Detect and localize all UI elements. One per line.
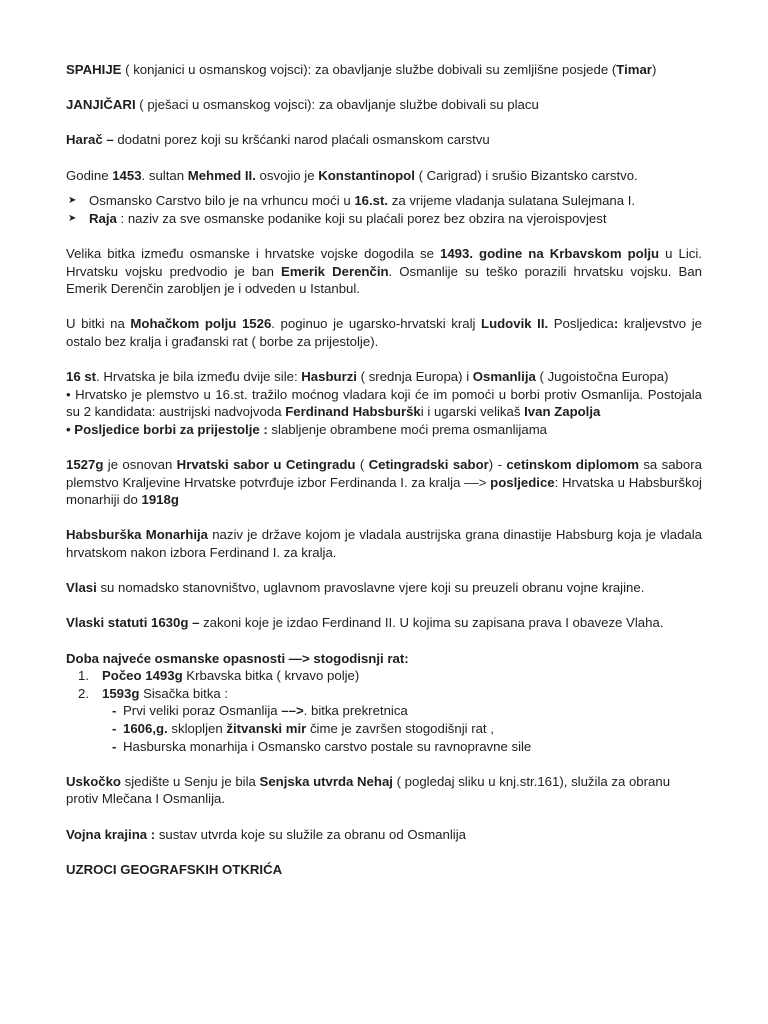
list-item xyxy=(66,210,702,228)
list-number: 1. xyxy=(78,668,89,684)
paragraph-plemstvo xyxy=(66,386,702,421)
paragraph-16st xyxy=(66,368,702,386)
document-body xyxy=(66,61,702,878)
spacer xyxy=(66,351,702,369)
bold-text: Senjska utvrda Nehaj xyxy=(259,773,393,789)
bold-text: Emerik Derenčin xyxy=(281,263,389,279)
text: slabljenje obrambene moći prema osmanlijama xyxy=(267,421,548,437)
bold-text: Konstantinopol xyxy=(318,167,415,183)
text: je osnovan xyxy=(103,457,177,473)
bold-text: Hasburzi xyxy=(301,369,357,385)
bold-text: ––> xyxy=(281,703,304,719)
term-janjicari: JANJIČARI xyxy=(66,97,136,113)
list-item xyxy=(66,667,702,685)
list-item xyxy=(66,738,702,756)
spacer xyxy=(66,114,702,132)
spacer xyxy=(66,438,702,456)
bold-text: : xyxy=(613,316,619,332)
text: naziv je države kojom je vladala austrijska grana dinastije Habsburg koja je vladala hrvatskom nakon izbora Ferdinand I. za kralja. xyxy=(66,527,703,561)
text: sustav utvrda koje su služile za obranu od Osmanlija xyxy=(155,826,466,842)
paragraph-1453 xyxy=(66,167,702,185)
paragraph-stogodisnji-rat xyxy=(66,650,702,668)
bold-text: 1918g xyxy=(141,492,179,508)
text: • Hrvatsko je plemstvo u 16.st. tražilo moćnog vladara koji će im pomoći u borbi protiv Osmanlija. Postojala su 2 kandidata: austrijski nadvojvoda xyxy=(66,386,702,420)
text: ( konjanici u osmanskog vojsci): za obavljanje službe dobivali su zemljišne posjede ( xyxy=(121,62,617,77)
spacer xyxy=(66,843,702,861)
paragraph-vlaski-statuti xyxy=(66,614,702,632)
bold-text: 1606,g. xyxy=(123,720,168,736)
text: čime je završen stogodišnji rat , xyxy=(306,720,494,736)
text: Prvi veliki poraz Osmanlija xyxy=(123,703,282,719)
dash-bullet-icon: - xyxy=(112,703,117,719)
spacer xyxy=(66,79,702,97)
section-heading xyxy=(66,861,702,879)
spacer xyxy=(66,755,702,773)
text: ( pogledaj sliku u knj.str.161), služila za obranu protiv Mlečana I Osmanlija. xyxy=(66,773,671,807)
text: . bitka prekretnica xyxy=(303,703,408,719)
text: ) - xyxy=(488,457,507,473)
list-item xyxy=(66,685,702,703)
term-harac: Harač – xyxy=(66,132,114,148)
text: Krbavska bitka ( krvavo polje) xyxy=(182,668,360,684)
text: ) xyxy=(651,62,657,77)
bold-text: Raja xyxy=(89,210,117,226)
paragraph-harac xyxy=(66,131,702,149)
text: su nomadsko stanovništvo, uglavnom pravoslavne vjere koji su preuzeli obranu vojne krajine. xyxy=(96,580,645,596)
bold-text: 1593g xyxy=(102,685,140,701)
text: : Hrvatska u Habsburškoj monarhiji do xyxy=(66,474,702,508)
bold-text: 1493. godine na Krbavskom polju xyxy=(440,245,660,261)
spacer xyxy=(66,227,702,245)
text: U bitki na xyxy=(66,316,131,332)
list-item xyxy=(66,192,702,210)
paragraph-mohac xyxy=(66,315,702,350)
list-number: 2. xyxy=(78,685,89,701)
bold-text: Hrvatski sabor u Cetingradu xyxy=(176,457,356,473)
text: : naziv za sve osmanske podanike koji su plaćali porez bez obzira na vjeroispovjest xyxy=(116,210,607,226)
spacer xyxy=(66,509,702,527)
text: u Lici. Hrvatsku vojsku predvodio je ban xyxy=(66,245,702,279)
text: . sultan xyxy=(141,167,188,183)
dash-list xyxy=(66,702,702,755)
bold-text: žitvanski mir xyxy=(226,720,307,736)
bold-text: Mohačkom polju 1526 xyxy=(130,316,272,332)
paragraph-krbava xyxy=(66,245,702,298)
arrow-bullet-icon: ➤ xyxy=(68,195,77,207)
text: Sisačka bitka : xyxy=(139,685,229,701)
text: . poginuo je ugarsko-hrvatski kralj xyxy=(271,316,482,332)
bold-text: Ferdinand Habsburšk xyxy=(285,404,421,420)
bold-text: Vojna krajina : xyxy=(66,826,156,842)
paragraph-janjicari xyxy=(66,96,702,114)
bold-text: • Posljedice borbi za prijestolje : xyxy=(66,421,268,437)
text: za vrijeme vladanja sulatana Sulejmana I. xyxy=(388,193,636,209)
text: Osmansko Carstvo bilo je na vrhuncu moći u xyxy=(89,193,355,209)
paragraph-posljedice xyxy=(66,421,702,439)
numbered-list xyxy=(66,667,702,702)
spacer xyxy=(66,149,702,167)
arrow-bullet-icon: ➤ xyxy=(68,212,77,224)
text: dodatni porez koji su kršćanki narod plaćali osmanskom carstvu xyxy=(113,132,490,148)
paragraph-uskoci xyxy=(66,773,702,808)
text: . Osmanlije su teško porazili hrvatsku vojsku. Ban Emerik Derenčin zarobljen je i odveden u Istanbul. xyxy=(66,263,703,297)
bold-text: Habsburška Monarhija xyxy=(66,527,208,543)
bold-text: Uskočko xyxy=(66,773,121,789)
bold-text: UZROCI GEOGRAFSKIH OTKRIĆA xyxy=(66,861,283,877)
paragraph-1527 xyxy=(66,456,702,509)
bold-text: Ivan Zapolja xyxy=(524,404,601,420)
bold-text: 16.st. xyxy=(354,193,389,209)
text: . Hrvatska je bila između dvije sile: xyxy=(96,369,302,385)
bold-text: Počeo 1493g xyxy=(102,668,183,684)
bold-text: Mehmed II. xyxy=(187,167,256,183)
dash-bullet-icon: - xyxy=(112,738,117,754)
text: i i ugarski velikaš xyxy=(420,404,525,420)
text: ( pješaci u osmanskog vojsci): za obavljanje službe dobivali su placu xyxy=(135,97,539,113)
bold-text: Vlaski statuti 1630g – xyxy=(66,615,200,631)
bold-text: 1527g xyxy=(66,457,104,473)
bold-text: posljedice xyxy=(490,474,555,490)
paragraph-vojna-krajina xyxy=(66,826,702,844)
text: Velika bitka između osmanske i hrvatske vojske dogodila se xyxy=(66,245,440,261)
bold-text: 1453 xyxy=(112,167,142,183)
spacer xyxy=(66,184,702,192)
spacer xyxy=(66,597,702,615)
bold-text: cetinskom diplomom xyxy=(506,457,639,473)
list-item xyxy=(66,702,702,720)
paragraph-spahije xyxy=(66,61,702,79)
term-spahije: SPAHIJE xyxy=(66,62,122,77)
spacer xyxy=(66,562,702,580)
text: ( srednja Europa) i xyxy=(356,369,473,385)
bold-text: Doba najveće osmanske opasnosti —> stogodisnji rat: xyxy=(66,650,409,666)
text: Hasburska monarhija i Osmansko carstvo postale su ravnopravne sile xyxy=(123,738,532,754)
text: Posljedica xyxy=(548,316,614,332)
bold-text: Osmanlija xyxy=(472,369,536,385)
bold-text: Ludovik II. xyxy=(481,316,549,332)
list-item xyxy=(66,720,702,738)
text: ( Jugoistočna Europa) xyxy=(535,369,669,385)
text: osvojio je xyxy=(255,167,319,183)
spacer xyxy=(66,298,702,316)
text: zakoni koje je izdao Ferdinand II. U kojima su zapisana prava I obaveze Vlaha. xyxy=(199,615,664,631)
spacer xyxy=(66,808,702,826)
paragraph-habsburska xyxy=(66,526,702,561)
text: sjedište u Senju je bila xyxy=(120,773,260,789)
bold-text: Cetingradski sabor xyxy=(368,457,489,473)
text: sa sabora plemstvo Kraljevine Hrvatske potvrđuje izbor Ferdinanda I. za kralja ––> xyxy=(66,457,702,490)
paragraph-vlasi xyxy=(66,579,702,597)
spacer xyxy=(66,632,702,650)
bold-text: Vlasi xyxy=(66,580,97,596)
arrow-bullet-list xyxy=(66,192,702,227)
text: ( Carigrad) i srušio Bizantsko carstvo. xyxy=(414,167,638,183)
term-timar: Timar xyxy=(616,62,652,77)
text: Godine xyxy=(66,167,113,183)
text: kraljevstvo je ostalo bez kralja i građanski rat ( borbe za prijestolje). xyxy=(66,316,702,349)
bold-text: 16 st xyxy=(66,369,97,385)
text: sklopljen xyxy=(167,720,227,736)
text: ( xyxy=(355,457,369,473)
dash-bullet-icon: - xyxy=(112,720,117,736)
